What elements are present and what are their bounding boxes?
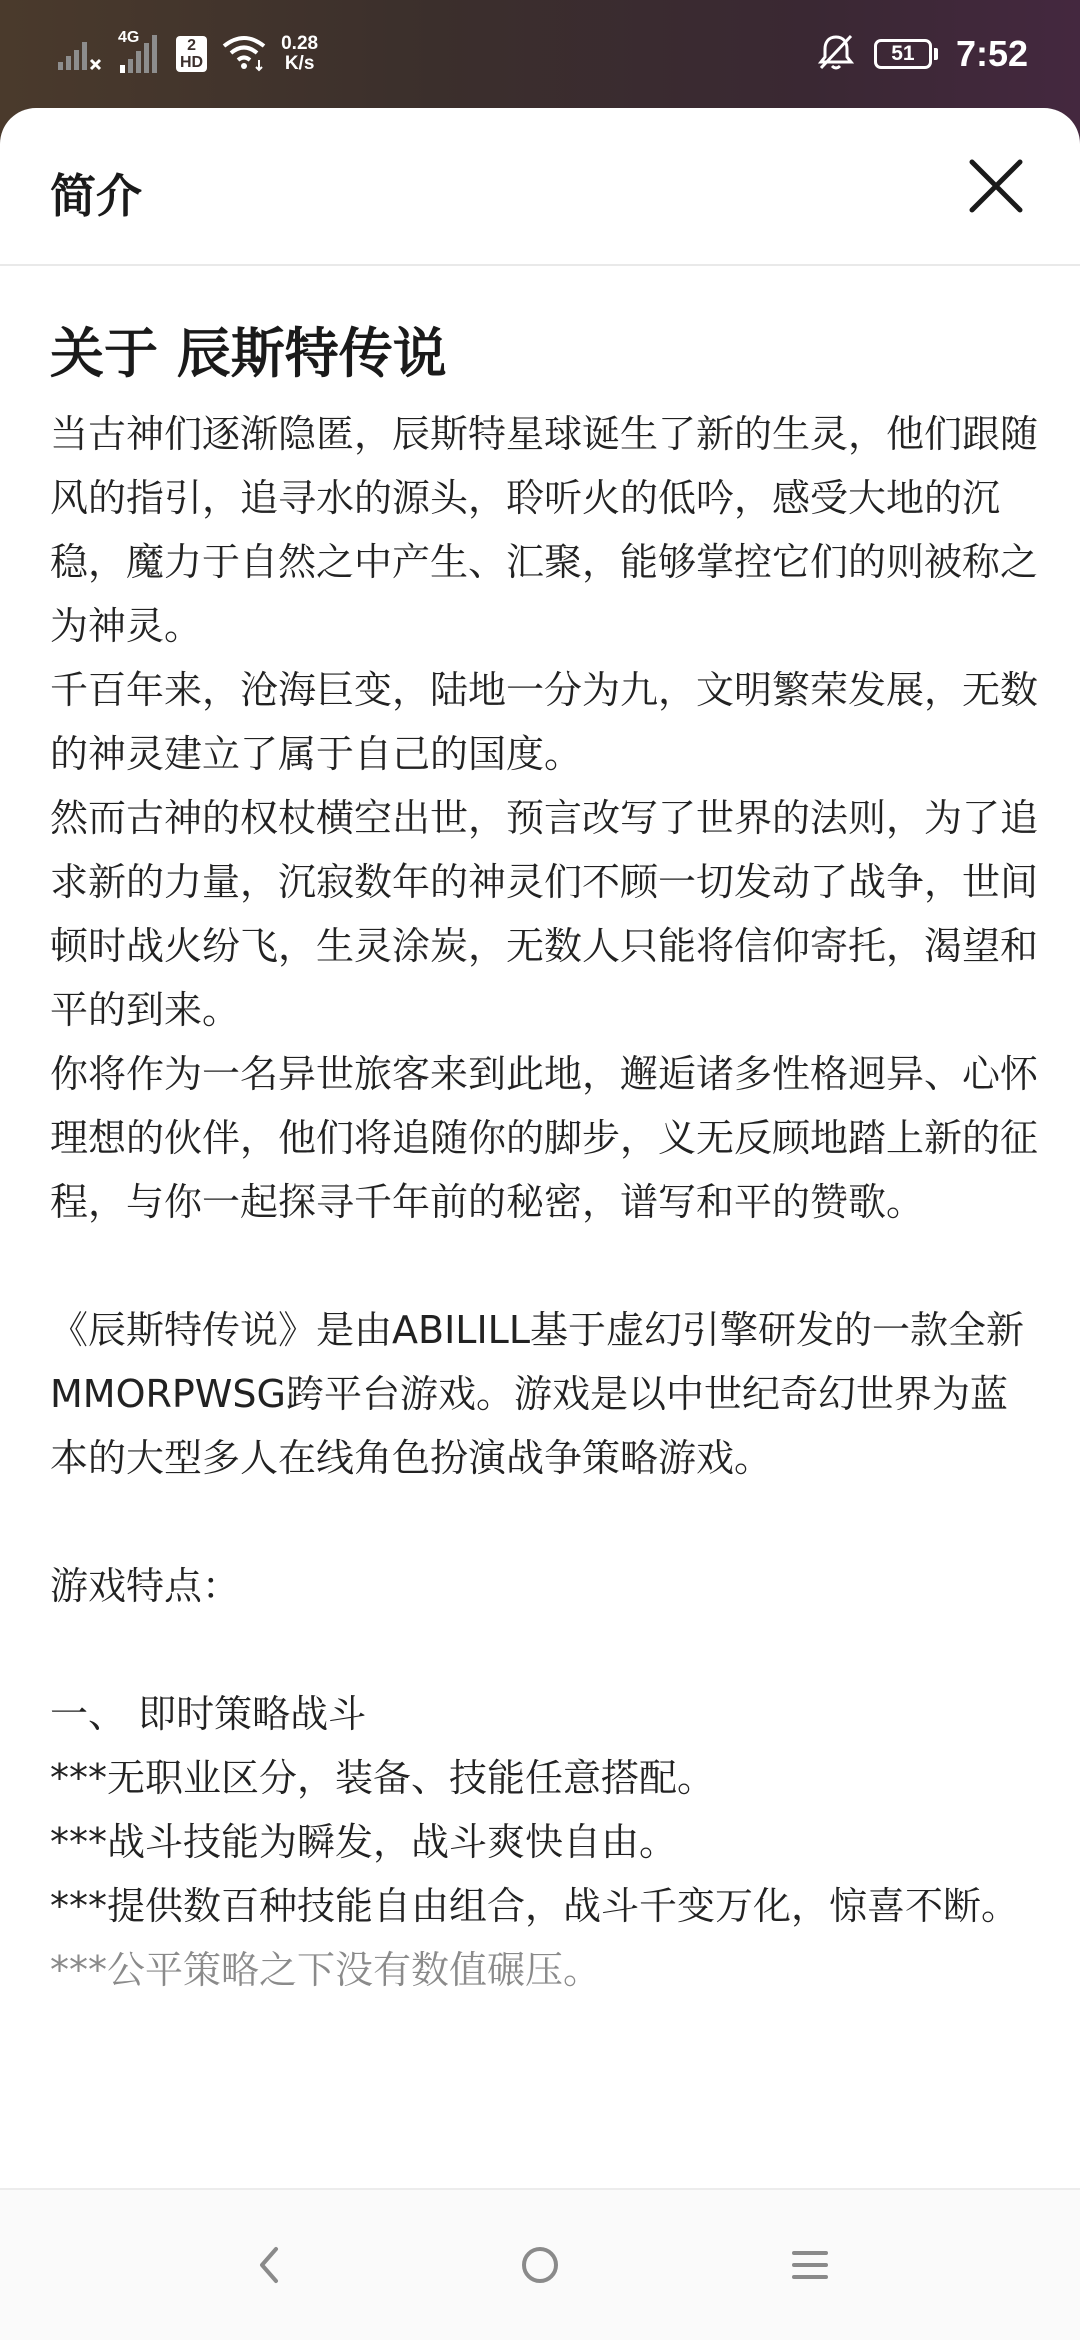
intro-faded-line: ***公平策略之下没有数值碾压。	[50, 1948, 602, 1992]
network-type-label: 4G	[118, 29, 140, 46]
notifications-muted-icon	[816, 32, 856, 76]
wifi-icon	[221, 32, 267, 76]
intro-content[interactable]	[50, 314, 1040, 2174]
status-left	[56, 28, 318, 80]
status-bar	[0, 0, 1080, 108]
signal-no-sim-icon	[56, 32, 104, 76]
home-circle-icon	[518, 2243, 562, 2287]
sheet-header	[0, 108, 1080, 266]
close-button[interactable]	[964, 154, 1028, 218]
battery-icon	[874, 39, 938, 69]
menu-lines-icon	[788, 2245, 832, 2285]
content-heading: 关于 辰斯特传说	[50, 322, 447, 385]
intro-sheet	[0, 108, 1080, 2340]
navigation-bar	[0, 2188, 1080, 2340]
nav-back-button[interactable]	[235, 2230, 305, 2300]
signal-4g-icon	[118, 29, 162, 75]
sim2-hd-icon: 2 HD	[176, 36, 207, 72]
nav-home-button[interactable]	[505, 2230, 575, 2300]
back-chevron-icon	[250, 2243, 290, 2287]
sheet-title: 简介	[50, 169, 142, 223]
status-right	[816, 28, 1028, 80]
nav-menu-button[interactable]	[775, 2230, 845, 2300]
status-time: 7:52	[955, 33, 1028, 74]
battery-level: 51	[874, 39, 932, 69]
network-speed: 0.28 K/s	[281, 33, 319, 74]
close-icon	[964, 154, 1028, 218]
intro-body-text: 当古神们逐渐隐匿，辰斯特星球诞生了新的生灵，他们跟随风的指引，追寻水的源头，聆听火的低吟，感受大地的沉稳，魔力于自然之中产生、汇聚，能够掌控它们的则被称之为神灵。 千百年来，沧海巨变，陆地一分为九，文明繁荣发展，无数的神灵建立了属于自己的国度。 然而古神的权杖横空出世，预言改写了世界的法则，为了追求新的力量，沉寂数年的神灵们不顾一切发动了战争，世间顿时战火纷飞，生灵涂炭，无数人只能将信仰寄托，渴望和平的到来。 你将作为一名异世旅客来到此地，邂逅诸多性格迥异、心怀理想的伙伴，他们将追随你的脚步，义无反顾地踏上新的征程，与你一起探寻千年前的秘密，谱写和平的赞歌。 《辰斯特传说》是由ABILILL基于虚幻引擎研发的一款全新MMORPWSG跨平台游戏。游戏是以中世纪奇幻世界为蓝本的大型多人在线角色扮演战争策略游戏。 游戏特点： 一、 即时策略战斗 ***无职业区分，装备、技能任意搭配。 ***战斗技能为瞬发，战斗爽快自由。 ***提供数百种技能自由组合，战斗千变万化，惊喜不断。	[50, 412, 1039, 1928]
